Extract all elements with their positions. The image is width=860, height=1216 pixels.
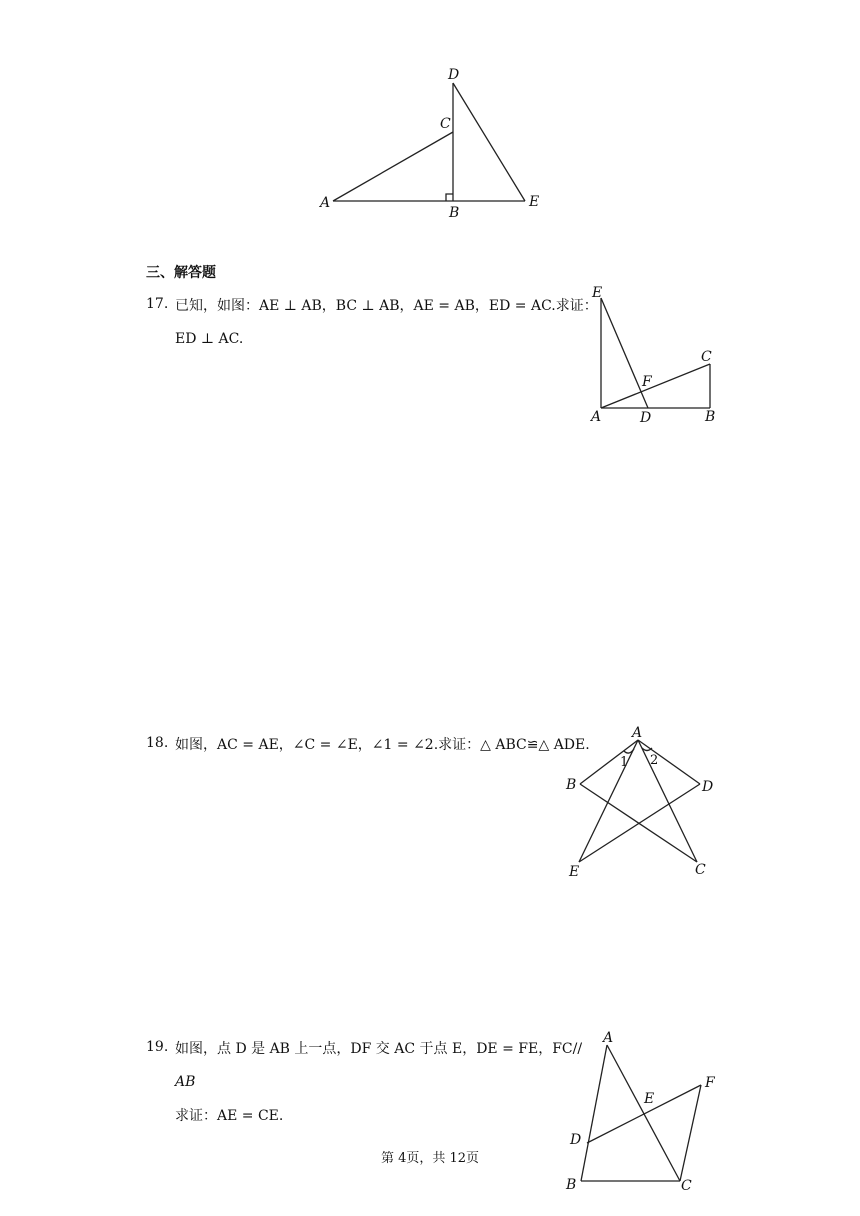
label-angle-2: 2 — [650, 753, 659, 768]
label-d: D — [448, 67, 460, 83]
label-a: A — [320, 195, 331, 211]
label-e: E — [592, 285, 603, 301]
label-c: C — [681, 1178, 692, 1194]
label-f: F — [705, 1075, 715, 1091]
label-d: D — [570, 1132, 582, 1148]
label-angle-1: 1 — [620, 755, 629, 770]
q18-text-line1: 如图，AC = AE，∠C = ∠E，∠1 = ∠2.求证：△ ABC≌△ ADE. — [175, 737, 590, 753]
label-a: A — [591, 409, 602, 425]
label-a: A — [632, 725, 643, 741]
label-b: B — [449, 205, 460, 221]
label-e: E — [529, 194, 540, 210]
label-c: C — [701, 349, 712, 365]
q19-text-line3: 求证：AE = CE. — [175, 1108, 284, 1124]
section-title: 三、解答题 — [146, 265, 216, 281]
page-footer: 第 4页，共 12页 — [380, 1151, 480, 1166]
q19-number: 19. — [146, 1039, 169, 1055]
q17-text-line2: ED ⊥ AC. — [175, 331, 244, 347]
label-f: F — [642, 374, 652, 390]
label-c: C — [695, 862, 706, 878]
segment-cf — [680, 1085, 701, 1181]
q17-text-line1: 已知，如图：AE ⊥ AB，BC ⊥ AB，AE = AB，ED = AC.求证： — [175, 298, 598, 314]
label-b: B — [566, 1177, 577, 1193]
label-b: B — [705, 409, 716, 425]
q19-text-line2: AB — [175, 1074, 196, 1090]
label-c: C — [440, 116, 451, 132]
label-e: E — [644, 1091, 655, 1107]
q18-number: 18. — [146, 735, 169, 751]
q17-number: 17. — [146, 296, 169, 312]
label-a: A — [603, 1030, 614, 1046]
label-d: D — [702, 779, 714, 795]
q19-text-line1: 如图，点 D 是 AB 上一点，DF 交 AC 于点 E，DE = FE，FC// — [175, 1041, 583, 1057]
label-e: E — [569, 864, 580, 880]
label-b: B — [566, 777, 577, 793]
label-d: D — [640, 410, 652, 426]
